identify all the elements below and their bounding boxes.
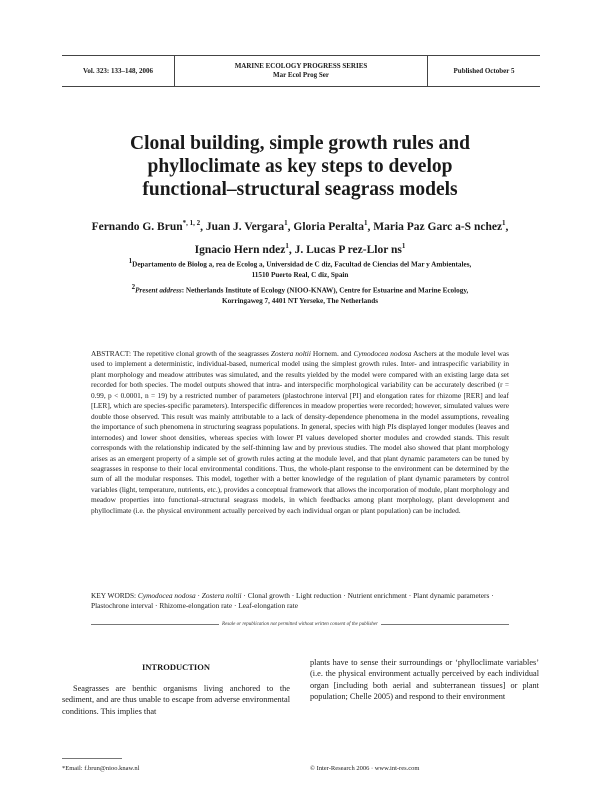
copyright-rule — [91, 620, 509, 628]
resale-notice: Resale or republication not permitted without written consent of the publisher — [222, 621, 378, 627]
abstract-body: Aschers at the module level was used to implement a deterministic, individual-based, numerical model using the simplest growth rules. Inter- and intraspecific variability in plant morphology and meadow attributes was simulated, and the results yielded by the model were compared with an existing large data set recorded for both species. The model outputs showed that intra- and interspecific morphological variability can be accurately described (r = 0.99, p < 0.0001, n = 19) by a restricted number of parameters (plastochrone interval [PI] and elongation rates for rhizome [RER] and leaf [LER], which are species-specific parameters). Interspecific differences in meadow properties were recorded; however, simulated values were double those observed. This result was mainly attributable to a lack of density-dependence phenomena in the model assumptions, revealing the importance of such phenomena in structuring seagrass populations. In general, species with high PIs displayed longer modules (leaves and internodes) and lower shoot densities, whereas species with lower PI values developed shorter modules and crowded stands. This result corresponds with the relationship indicated by the self-thinning law and by previous studies. The model also showed that plant morphology arises as an emergent property of a simple set of growth rules acting at the module level, and that plant dynamic parameters can be tuned by seagrasses in response to their local environmental conditions. Thus, the whole-plant response to the environment can be determined by the sum of all the modular responses. This model, together with a better knowledge of the regulation of plant dynamic parameters by control variables (light, temperature, nutrients, etc.), provides a conceptual framework that allows the incorporation of module, plant morphology and meadow properties into functional–structural seagrass models, in which feedbacks among plant morphology, plant development and phylloclimate (i.e. the physical environment actually perceived by each individual organ or plant population) can be included. — [91, 349, 509, 515]
author-name: Fernando G. Brun — [91, 220, 183, 233]
author-name: , J. Lucas P rez-Llor ns — [288, 243, 402, 256]
title-line-3: functional–structural seagrass models — [142, 179, 458, 200]
species-name: Cymodocea nodosa — [353, 349, 412, 358]
journal-name-abbrev: Mar Ecol Prog Ser — [273, 71, 329, 79]
keywords-label: KEY WORDS: — [91, 591, 138, 600]
body-column-left — [62, 683, 290, 717]
species-name: Zostera noltii — [270, 349, 311, 358]
author-sup: 1 — [363, 219, 368, 227]
affiliation-text: : Netherlands Institute of Ecology (NIOO-KNAW), Centre for Estuarine and Marine Ecology, — [181, 286, 469, 295]
copyright-notice: © Inter-Research 2006 · www.int-res.com — [310, 765, 420, 772]
title-line-2: phylloclimate as key steps to develop — [147, 156, 453, 177]
title-line-1: Clonal building, simple growth rules and — [130, 133, 470, 154]
author-name: , Juan J. Vergara — [200, 220, 285, 233]
author-sup: 1 — [285, 241, 289, 250]
publication-date: Published October 5 — [427, 56, 540, 86]
affiliation-sup: 1 — [128, 257, 133, 265]
divider — [381, 624, 509, 625]
article-title — [60, 132, 540, 201]
abstract — [91, 349, 509, 516]
present-address-label: Present address — [135, 286, 182, 295]
journal-header — [62, 55, 540, 87]
abstract-lead: ABSTRACT: The repetitive clonal growth of the seagrasses — [91, 349, 271, 358]
body-column-right — [310, 657, 539, 702]
author-name: , Maria Paz Garc a-S nchez — [367, 220, 503, 233]
keywords — [91, 591, 509, 612]
affiliation-text: Departamento de Biolog a, rea de Ecolog a, Universidad de C diz, Facultad de Ciencias del Mar y Ambientales, — [132, 260, 472, 269]
author-line-1 — [50, 214, 550, 237]
keyword: Cymodocea nodosa — [137, 591, 196, 600]
affiliation-2 — [70, 282, 530, 306]
author-sup: 1 — [401, 241, 406, 250]
section-heading-introduction: INTRODUCTION — [141, 662, 210, 672]
footnote-divider — [62, 758, 122, 759]
affiliation-sup: 2 — [131, 283, 136, 291]
author-separator: , — [505, 220, 509, 233]
divider — [91, 624, 219, 625]
journal-name-full: MARINE ECOLOGY PROGRESS SERIES — [234, 62, 368, 70]
author-sup: 1 — [284, 219, 288, 227]
author-name: , Gloria Peralta — [287, 220, 364, 233]
journal-name — [175, 56, 427, 86]
keyword-separator: · — [195, 591, 202, 600]
author-sup: *, 1, 2 — [182, 219, 201, 227]
affiliation-1 — [70, 256, 530, 280]
affiliation-text: 11510 Puerto Real, C diz, Spain — [251, 270, 349, 279]
author-list — [50, 214, 550, 260]
volume-info: Vol. 323: 133–148, 2006 — [62, 56, 175, 86]
affiliation-text: Korringaweg 7, 4401 NT Yerseke, The Netherlands — [222, 296, 378, 305]
body-paragraph: plants have to sense their surroundings or ‘phylloclimate variables’ (i.e. the physical environment actually perceived by each individual organ [including both aerial and subterranean tissues] or plant population; Chelle 2005) and respond to their environment — [310, 658, 539, 701]
author-name: Ignacio Hern ndez — [194, 243, 286, 256]
corresponding-email: *Email: f.brun@nioo.knaw.nl — [62, 765, 140, 772]
abstract-text: Hornem. and — [310, 349, 354, 358]
author-sup: 1 — [502, 219, 506, 227]
body-paragraph: Seagrasses are benthic organisms living anchored to the sediment, and are thus unable to escape from adverse environmental conditions. This implies that — [62, 684, 290, 716]
keyword: Zostera noltii — [201, 591, 242, 600]
keyword-list: · Clonal growth · Light reduction · Nutrient enrichment · Plant dynamic parameters · Plastochrone interval · Rhizome-elongation rate · Leaf-elongation rate — [91, 591, 494, 611]
